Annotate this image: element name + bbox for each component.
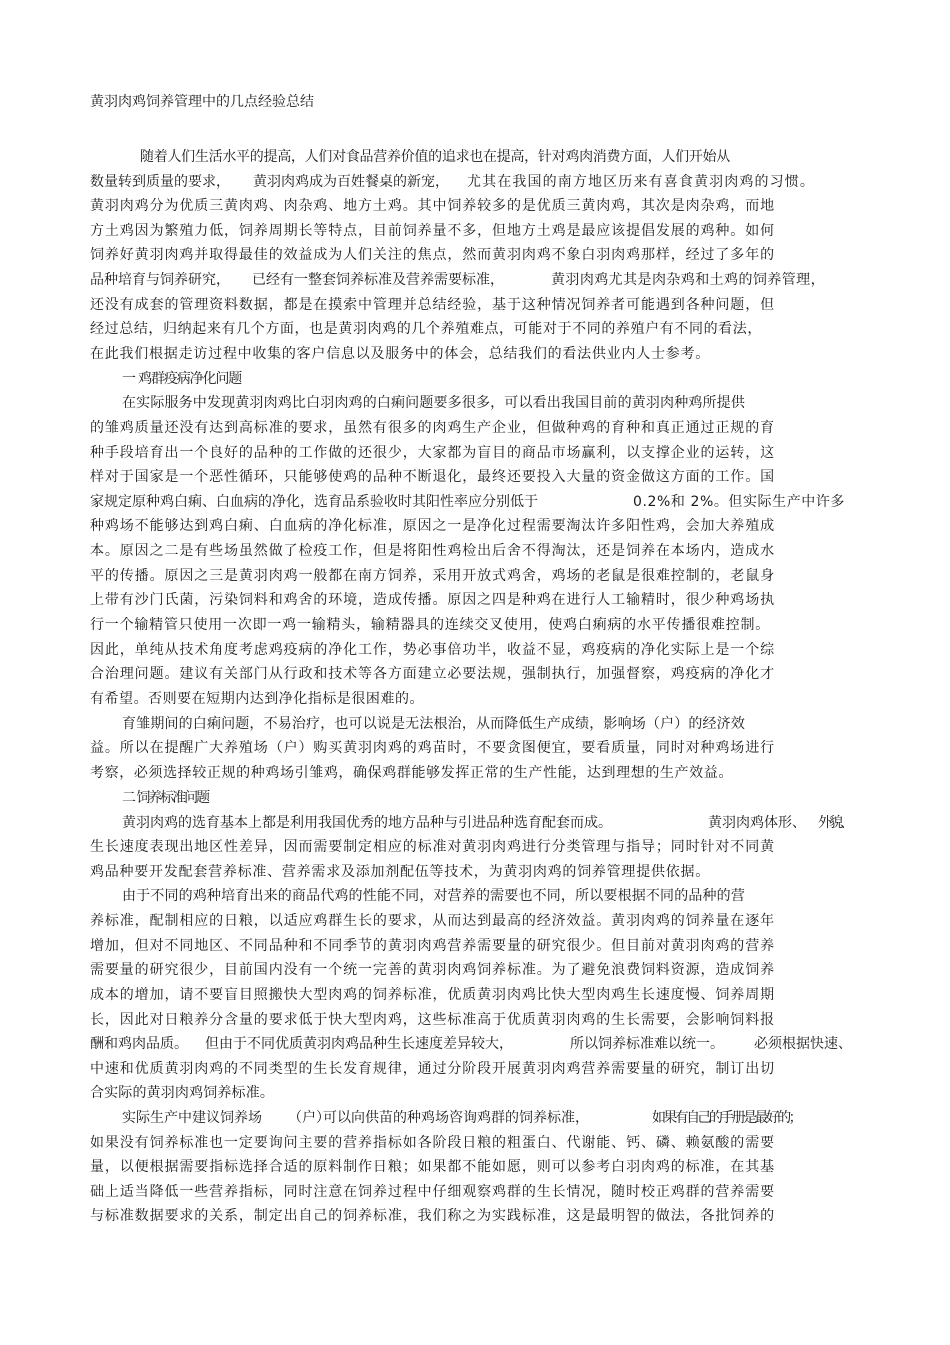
paragraph-line — [0, 860, 950, 885]
text-segment: 还没有成套的管理资料数据，都是在摸索中管理并总结经验，基于这种情况饲养者可能遇到各种问题，但 — [90, 297, 775, 313]
paragraph-line — [0, 1180, 950, 1205]
text-segment: 尤其在我国的南方地区历来有喜食黄羽肉鸡的习惯。 — [467, 174, 815, 190]
text-segment: 黄羽肉鸡尤其是肉杂鸡和土鸡的饲养管理， — [551, 272, 825, 288]
paragraph-line — [0, 934, 950, 959]
text-segment: 外貌、 — [818, 815, 851, 831]
paragraph-line — [0, 441, 950, 466]
paragraph-line — [0, 219, 950, 244]
paragraph-line — [0, 268, 950, 293]
text-segment: 如果没有饲养标准也一定要询问主要的营养指标如各阶段日粮的粗蛋白、代谢能、钙、磷、赖氨酸的需要 — [90, 1135, 775, 1151]
text-segment: 但由于不同优质黄羽肉鸡品种生长速度差异较大， — [205, 1036, 513, 1052]
paragraph-line — [0, 391, 950, 416]
text-segment: 的雏鸡质量还没有达到高标准的要求，虽然有很多的肉鸡生产企业，但做种鸡的育种和真正通过正规的育 — [90, 420, 775, 436]
paragraph-line — [0, 539, 950, 564]
text-segment: 本。原因之二是有些场虽然做了检疫工作，但是将阳性鸡检出后舍不得淘汰，还是饲养在本场内，造成水 — [90, 543, 775, 559]
paragraph-line — [0, 317, 950, 342]
text-segment: 可以向供苗的种鸡场咨询鸡群的饲养标准， — [323, 1110, 589, 1126]
paragraph-line — [0, 1057, 950, 1082]
text-segment: 黄羽肉鸡成为百姓餐桌的新宠， — [253, 174, 449, 190]
text-segment: 已经有一整套饲养标准及营养需要标准， — [252, 272, 504, 288]
text-segment: 种鸡场不能够达到鸡白痢、白血病的净化标准，原因之一是净化过程需要淘汰许多阳性鸡，会加大养殖成 — [90, 518, 775, 534]
paragraph-line — [0, 416, 950, 441]
paragraph-line — [0, 909, 950, 934]
text-segment: 需要量的研究很少，目前国内没有一个统一完善的黄羽肉鸡饲养标准。为了避免浪费饲料资源，造成饲养 — [90, 962, 775, 978]
text-segment: 0.2%和 2%。但实际生产中许多 — [633, 494, 845, 510]
text-segment: 由于不同的鸡种培育出来的商品代鸡的性能不同，对营养的需要也不同，所以要根据不同的品种的营 — [122, 888, 745, 904]
text-segment: 鸡品种要开发配套营养标准、营养需求及添加剂配伍等技术，为黄羽肉鸡的饲养管理提供依据。 — [90, 864, 711, 880]
paragraph-line — [0, 243, 950, 268]
text-segment: 合实际的黄羽肉鸡饲养标准。 — [90, 1085, 275, 1101]
paragraph-line — [0, 465, 950, 490]
text-segment: 成本的增加，请不要盲目照搬快大型肉鸡的饲养标准，优质黄羽肉鸡比快大型肉鸡生长速度慢、饲养周期 — [90, 987, 775, 1003]
text-segment: 增加，但对不同地区、不同品种和不同季节的黄羽肉鸡营养需要量的研究很少。但目前对黄羽肉鸡的营养 — [90, 938, 775, 954]
paragraph-line — [0, 687, 950, 712]
text-segment: 家规定原种鸡白痢、白血病的净化，选育品系验收时其阳性率应分别低于 — [90, 494, 538, 510]
paragraph-line — [0, 786, 950, 811]
text-segment: 黄羽肉鸡分为优质三黄肉鸡、肉杂鸡、地方土鸡。其中饲养较多的是优质三黄肉鸡，其次是肉杂鸡，而地 — [90, 198, 775, 214]
text-segment: 在实际服务中发现黄羽肉鸡比白羽肉鸡的白痢问题要多很多，可以看出我国目前的黄羽肉种鸡所提供 — [122, 395, 745, 411]
paragraph-line — [0, 342, 950, 367]
paragraph-line — [0, 170, 950, 195]
text-segment: 所以饲养标准难以统一。 — [570, 1036, 724, 1052]
paragraph-line — [0, 761, 950, 786]
paragraph-line — [0, 1204, 950, 1229]
text-segment: 饲养好黄羽肉鸡并取得最佳的效益成为人们关注的焦点，然而黄羽肉鸡不象白羽肉鸡那样，经过了多年的 — [90, 247, 775, 263]
text-segment: 行一个输精管只使用一次即一鸡一输精头，输精器具的连续交叉使用，使鸡白痢病的水平传播很难控制。 — [90, 617, 771, 633]
text-segment: 数量转到质量的要求， — [90, 174, 230, 190]
text-segment: 实际生产中建议饲养场 — [122, 1110, 262, 1126]
paragraph-line — [0, 490, 950, 515]
text-segment: 有希望。否则要在短期内达到净化指标是很困难的。 — [90, 691, 425, 707]
paragraph-line — [0, 564, 950, 589]
paragraph-line — [0, 638, 950, 663]
paragraph-line — [0, 811, 950, 836]
text-segment: 样对于国家是一个恶性循环，只能够使鸡的品种不断退化，最终还要投入大量的资金做这方面的工作。国 — [90, 469, 775, 485]
text-segment: 方土鸡因为繁殖力低，饲养周期长等特点，目前饲养量不多，但地方土鸡是最应该提倡发展的鸡种。如何 — [90, 223, 775, 239]
text-segment: 育雏期间的白痢问题，不易治疗，也可以说是无法根治，从而降低生产成绩，影响场（户）的经济效 — [122, 716, 745, 732]
paragraph-line — [0, 983, 950, 1008]
paragraph-line — [0, 1155, 950, 1180]
paragraph-line — [0, 958, 950, 983]
document-title: 黄羽肉鸡饲养管理中的几点经验总结 — [90, 94, 314, 110]
paragraph-line — [0, 293, 950, 318]
text-segment: 二 饲养标准问题 — [122, 790, 209, 806]
paragraph-line — [0, 662, 950, 687]
paragraph-line — [0, 884, 950, 909]
text-segment: 在此我们根据走访过程中收集的客户信息以及服务中的体会，总结我们的看法供业内人士参考。 — [90, 346, 711, 362]
text-segment: 考察，必须选择较正规的种鸡场引雏鸡，确保鸡群能够发挥正常的生产性能，达到理想的生产效益。 — [90, 765, 734, 781]
paragraph-line — [0, 1131, 950, 1156]
paragraph-line — [0, 514, 950, 539]
paragraph-line — [0, 194, 950, 219]
paragraph-line — [0, 712, 950, 737]
text-segment: （户） — [288, 1110, 330, 1126]
text-segment: 随着人们生活水平的提高，人们对食品营养价值的追求也在提高，针对鸡肉消费方面，人们开始从 — [140, 149, 731, 165]
text-segment: 经过总结，归纳起来有几个方面，也是黄羽肉鸡的几个养殖难点，可能对于不同的养殖户有不同的看法， — [90, 321, 763, 337]
text-segment: 与标准数据要求的关系，制定出自己的饲养标准，我们称之为实践标准，这是最明智的做法，各批饲养的 — [90, 1208, 775, 1224]
text-segment: 合治理问题。建议有关部门从行政和技术等各方面建立必要法规，强制执行，加强督察，鸡疫病的净化才 — [90, 666, 775, 682]
paragraph-line — [0, 613, 950, 638]
text-segment: 黄羽肉鸡的选育基本上都是利用我国优秀的地方品种与引进品种选育配套而成。 — [122, 815, 612, 831]
paragraph-line — [0, 588, 950, 613]
text-segment: 种手段培育出一个良好的品种的工作做的还很少，大家都为盲目的商品市场赢利，以支撑企业的运转，这 — [90, 445, 775, 461]
text-segment: 养标准，配制相应的日粮，以适应鸡群生长的要求，从而达到最高的经济效益。黄羽肉鸡的饲养量在逐年 — [90, 913, 775, 929]
text-segment: 础上适当降低一些营养指标，同时注意在饲养过程中仔细观察鸡群的生长情况，随时校正鸡群的营养需要 — [90, 1184, 775, 1200]
paragraph-line — [0, 736, 950, 761]
text-segment: 平的传播。原因之三是黄羽肉鸡一般都在南方饲养，采用开放式鸡舍，鸡场的老鼠是很难控制的，老鼠身 — [90, 568, 775, 584]
text-segment: 生长速度表现出地区性差异，因而需要制定相应的标准对黄羽肉鸡进行分类管理与指导；同时针对不同黄 — [90, 839, 775, 855]
text-segment: 长，因此对日粮养分含量的要求低于快大型肉鸡，这些标准高于优质黄羽肉鸡的生长需要，会影响饲料报 — [90, 1012, 775, 1028]
paragraph-line — [0, 145, 950, 170]
text-segment: 酬和鸡肉品质。 — [90, 1036, 188, 1052]
paragraph-line — [0, 367, 950, 392]
text-segment: 一 鸡群疫病净化问题 — [122, 371, 242, 387]
text-segment: 必须根据快速、 — [754, 1036, 852, 1052]
text-segment: 如果有自己的手册是最好的； — [652, 1110, 801, 1126]
text-segment: 因此，单纯从技术角度考虑鸡疫病的净化工作，势必事倍功半，收益不显，鸡疫病的净化实际上是一个综 — [90, 642, 775, 658]
paragraph-line — [0, 1081, 950, 1106]
paragraph-line — [0, 1008, 950, 1033]
text-segment: 益。所以在提醒广大养殖场（户）购买黄羽肉鸡的鸡苗时，不要贪图便宜，要看质量，同时对种鸡场进行 — [90, 740, 775, 756]
text-segment: 上带有沙门氏菌，污染饲料和鸡舍的环境，造成传播。原因之四是种鸡在进行人工输精时，很少种鸡场执 — [90, 592, 775, 608]
paragraph-line — [0, 1032, 950, 1057]
text-segment: 黄羽肉鸡体形、 — [708, 815, 806, 831]
text-segment: 中速和优质黄羽肉鸡的不同类型的生长发育规律，通过分阶段开展黄羽肉鸡营养需要量的研究，制订出切 — [90, 1061, 775, 1077]
paragraph-line — [0, 835, 950, 860]
text-segment: 品种培育与饲养研究， — [90, 272, 230, 288]
text-segment: 量，以便根据需要指标选择合适的原料制作日粮；如果都不能如愿，则可以参考白羽肉鸡的标准，在其基 — [90, 1159, 775, 1175]
paragraph-line — [0, 1106, 950, 1131]
